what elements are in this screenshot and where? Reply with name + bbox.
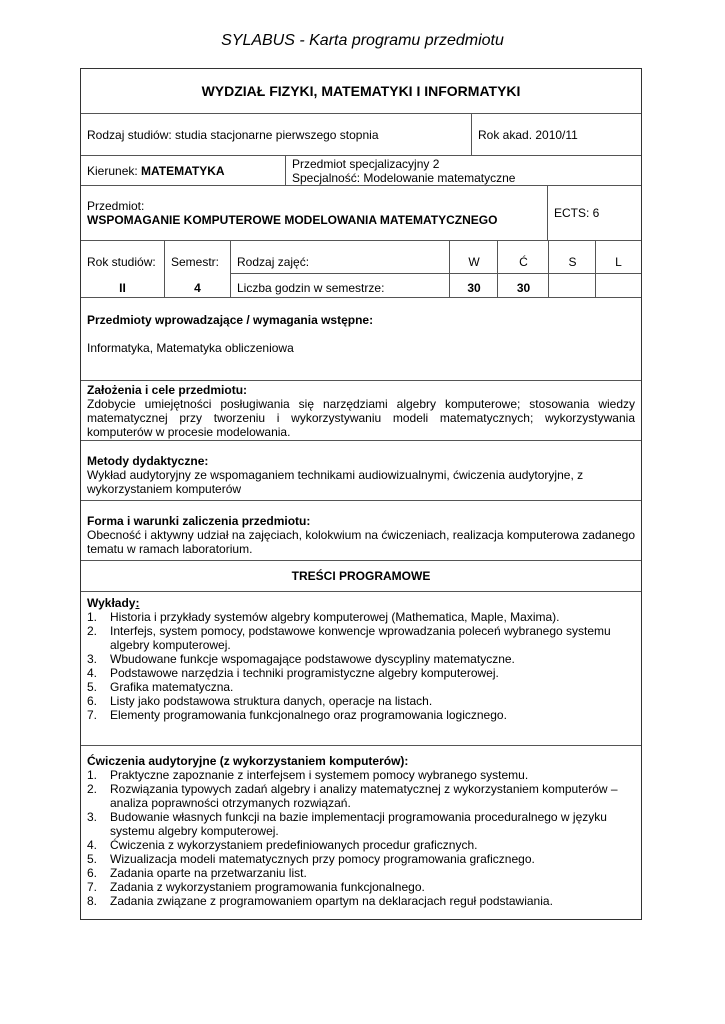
academic-year: Rok akad. 2010/11	[471, 114, 641, 155]
prerequisites-heading: Przedmioty wprowadzające / wymagania wstępne:	[87, 313, 374, 327]
schedule-row	[81, 241, 641, 298]
semester-cell	[164, 241, 230, 297]
list-item	[87, 810, 635, 838]
field-label: Kierunek:	[87, 164, 142, 178]
class-type-label: Rodzaj zajęć:	[237, 255, 310, 269]
list-item-text: Praktyczne zapoznanie z interfejsem i systemem pomocy wybranego systemu.	[110, 768, 529, 782]
list-item-text: Ćwiczenia z wykorzystaniem predefiniowanych procedur graficznych.	[110, 838, 478, 852]
list-item-number: 3.	[87, 810, 98, 824]
prerequisites-text: Informatyka, Matematyka obliczeniowa	[87, 341, 294, 355]
list-item-number: 6.	[87, 866, 98, 880]
col-w-label: W	[468, 255, 480, 269]
list-item-text: Zadania związane z programowaniem opartym na deklaracjach reguł podstawiania.	[110, 894, 553, 908]
subject-cell	[81, 186, 547, 240]
list-item	[87, 838, 635, 852]
hours-label: Liczba godzin w semestrze:	[237, 281, 385, 295]
methods-heading: Metody dydaktyczne:	[87, 454, 209, 468]
col-s	[548, 241, 596, 297]
list-item-number: 6.	[87, 694, 98, 708]
exercises-list	[87, 768, 635, 908]
list-item-number: 7.	[87, 708, 98, 722]
exercises-heading: Ćwiczenia audytoryjne (z wykorzystaniem komputerów):	[87, 754, 409, 768]
specialization-cell	[285, 156, 641, 185]
list-item-number: 5.	[87, 680, 98, 694]
methods-section	[81, 441, 641, 501]
list-item	[87, 866, 635, 880]
list-item	[87, 652, 635, 666]
ects: ECTS: 6	[547, 186, 641, 240]
assessment-text: Obecność i aktywny udział na zajęciach, kolokwium na ćwiczeniach, realizacja komputerowa zadanego tematu w ramach laboratorium.	[87, 528, 635, 556]
lectures-heading-colon: :	[135, 596, 140, 610]
list-item-text: Rozwiązania typowych zadań algebry i analizy matematycznej z wykorzystaniem komputerów – analiza poprawności otrzymanych rozwiązań.	[110, 782, 618, 810]
exercises-section	[81, 746, 641, 919]
assessment-section	[81, 501, 641, 561]
class-hours-cell	[230, 241, 641, 297]
list-item-text: Historia i przykłady systemów algebry komputerowej (Mathematica, Maple, Maxima).	[110, 610, 560, 624]
semester-label: Semestr:	[171, 255, 220, 269]
lectures-heading: Wykłady	[87, 596, 136, 610]
list-item-text: Wizualizacja modeli matematycznych przy pomocy programowania graficznego.	[110, 852, 535, 866]
list-item	[87, 666, 635, 680]
study-type-row	[81, 114, 641, 156]
prerequisites-section	[81, 298, 641, 381]
assessment-heading: Forma i warunki zaliczenia przedmiotu:	[87, 514, 311, 528]
methods-text: Wykład audytoryjny ze wspomaganiem technikami audiowizualnymi, ćwiczenia audytoryjne, z wykorzystaniem komputerów	[87, 468, 584, 496]
list-item-text: Elementy programowania funkcjonalnego oraz programowania logicznego.	[110, 708, 507, 722]
subject-label: Przedmiot:	[87, 199, 145, 213]
list-item	[87, 894, 635, 908]
specialization: Specjalność: Modelowanie matematyczne	[292, 171, 516, 185]
col-c-hours: 30	[516, 281, 531, 295]
field-value: MATEMATYKA	[141, 164, 225, 178]
list-item-number: 5.	[87, 852, 98, 866]
col-s-label: S	[568, 255, 577, 269]
list-item-text: Zadania z wykorzystaniem programowania funkcjonalnego.	[110, 880, 425, 894]
faculty-row	[81, 69, 641, 114]
page-title: SYLABUS - Karta programu przedmiotu	[221, 32, 504, 49]
faculty-name: WYDZIAŁ FIZYKI, MATEMATYKI I INFORMATYKI	[201, 83, 521, 99]
lectures-list	[87, 610, 635, 722]
list-item	[87, 880, 635, 894]
list-item	[87, 610, 635, 624]
list-item	[87, 624, 635, 652]
list-item-text: Budowanie własnych funkcji na bazie implementacji programowania proceduralnego w języku systemu algebry komputerowej.	[110, 810, 607, 838]
list-item-text: Interfejs, system pomocy, podstawowe konwencje wprowadzania poleceń wybranego systemu algebry komputerowej.	[110, 624, 611, 652]
list-item-number: 4.	[87, 838, 98, 852]
list-item	[87, 680, 635, 694]
col-l-label: L	[615, 255, 622, 269]
col-c-label: Ć	[519, 255, 528, 269]
list-item-text: Zadania oparte na przetwarzaniu list.	[110, 866, 307, 880]
goals-text: Zdobycie umiejętności posługiwania się narzędziami algebry komputerowe; stosowania wiedzy matematycznej przy tworzeniu i wykorzystywaniu modeli matematycznych; wykorzystywania komputerów w procesie modelowania.	[87, 397, 635, 439]
list-item-text: Listy jako podstawowa struktura danych, operacje na listach.	[110, 694, 433, 708]
list-item-number: 1.	[87, 610, 98, 624]
col-w-hours: 30	[467, 281, 481, 295]
list-item-number: 4.	[87, 666, 98, 680]
list-item	[87, 782, 635, 810]
lectures-section	[81, 592, 641, 746]
specialization-subject: Przedmiot specjalizacyjny 2	[292, 157, 440, 171]
list-item-number: 2.	[87, 624, 98, 638]
semester-value: 4	[194, 281, 201, 295]
list-item-text: Grafika matematyczna.	[110, 680, 234, 694]
content-heading: TREŚCI PROGRAMOWE	[81, 561, 641, 592]
col-c	[497, 241, 549, 297]
list-item-number: 8.	[87, 894, 98, 908]
goals-heading: Założenia i cele przedmiotu:	[87, 383, 248, 397]
list-item	[87, 852, 635, 866]
list-item	[87, 694, 635, 708]
subject-row	[81, 186, 641, 241]
list-item-text: Wbudowane funkcje wspomagające podstawowe dyscypliny matematyczne.	[110, 652, 515, 666]
year-cell	[81, 241, 164, 297]
list-item-number: 2.	[87, 782, 98, 796]
col-l	[595, 241, 641, 297]
study-type: Rodzaj studiów: studia stacjonarne pierwszego stopnia	[87, 128, 379, 142]
goals-section	[81, 381, 641, 441]
year-value: II	[119, 281, 126, 295]
list-item	[87, 708, 635, 722]
list-item	[87, 768, 635, 782]
list-item-text: Podstawowe narzędzia i techniki programistyczne algebry komputerowej.	[110, 666, 499, 680]
field-of-study	[81, 156, 285, 185]
list-item-number: 3.	[87, 652, 98, 666]
list-item-number: 1.	[87, 768, 98, 782]
year-label: Rok studiów:	[87, 255, 156, 269]
col-w	[449, 241, 498, 297]
list-item-number: 7.	[87, 880, 98, 894]
field-row	[81, 156, 641, 186]
syllabus-table	[80, 68, 642, 920]
subject-name: WSPOMAGANIE KOMPUTEROWE MODELOWANIA MATEMATYCZNEGO	[87, 213, 498, 227]
